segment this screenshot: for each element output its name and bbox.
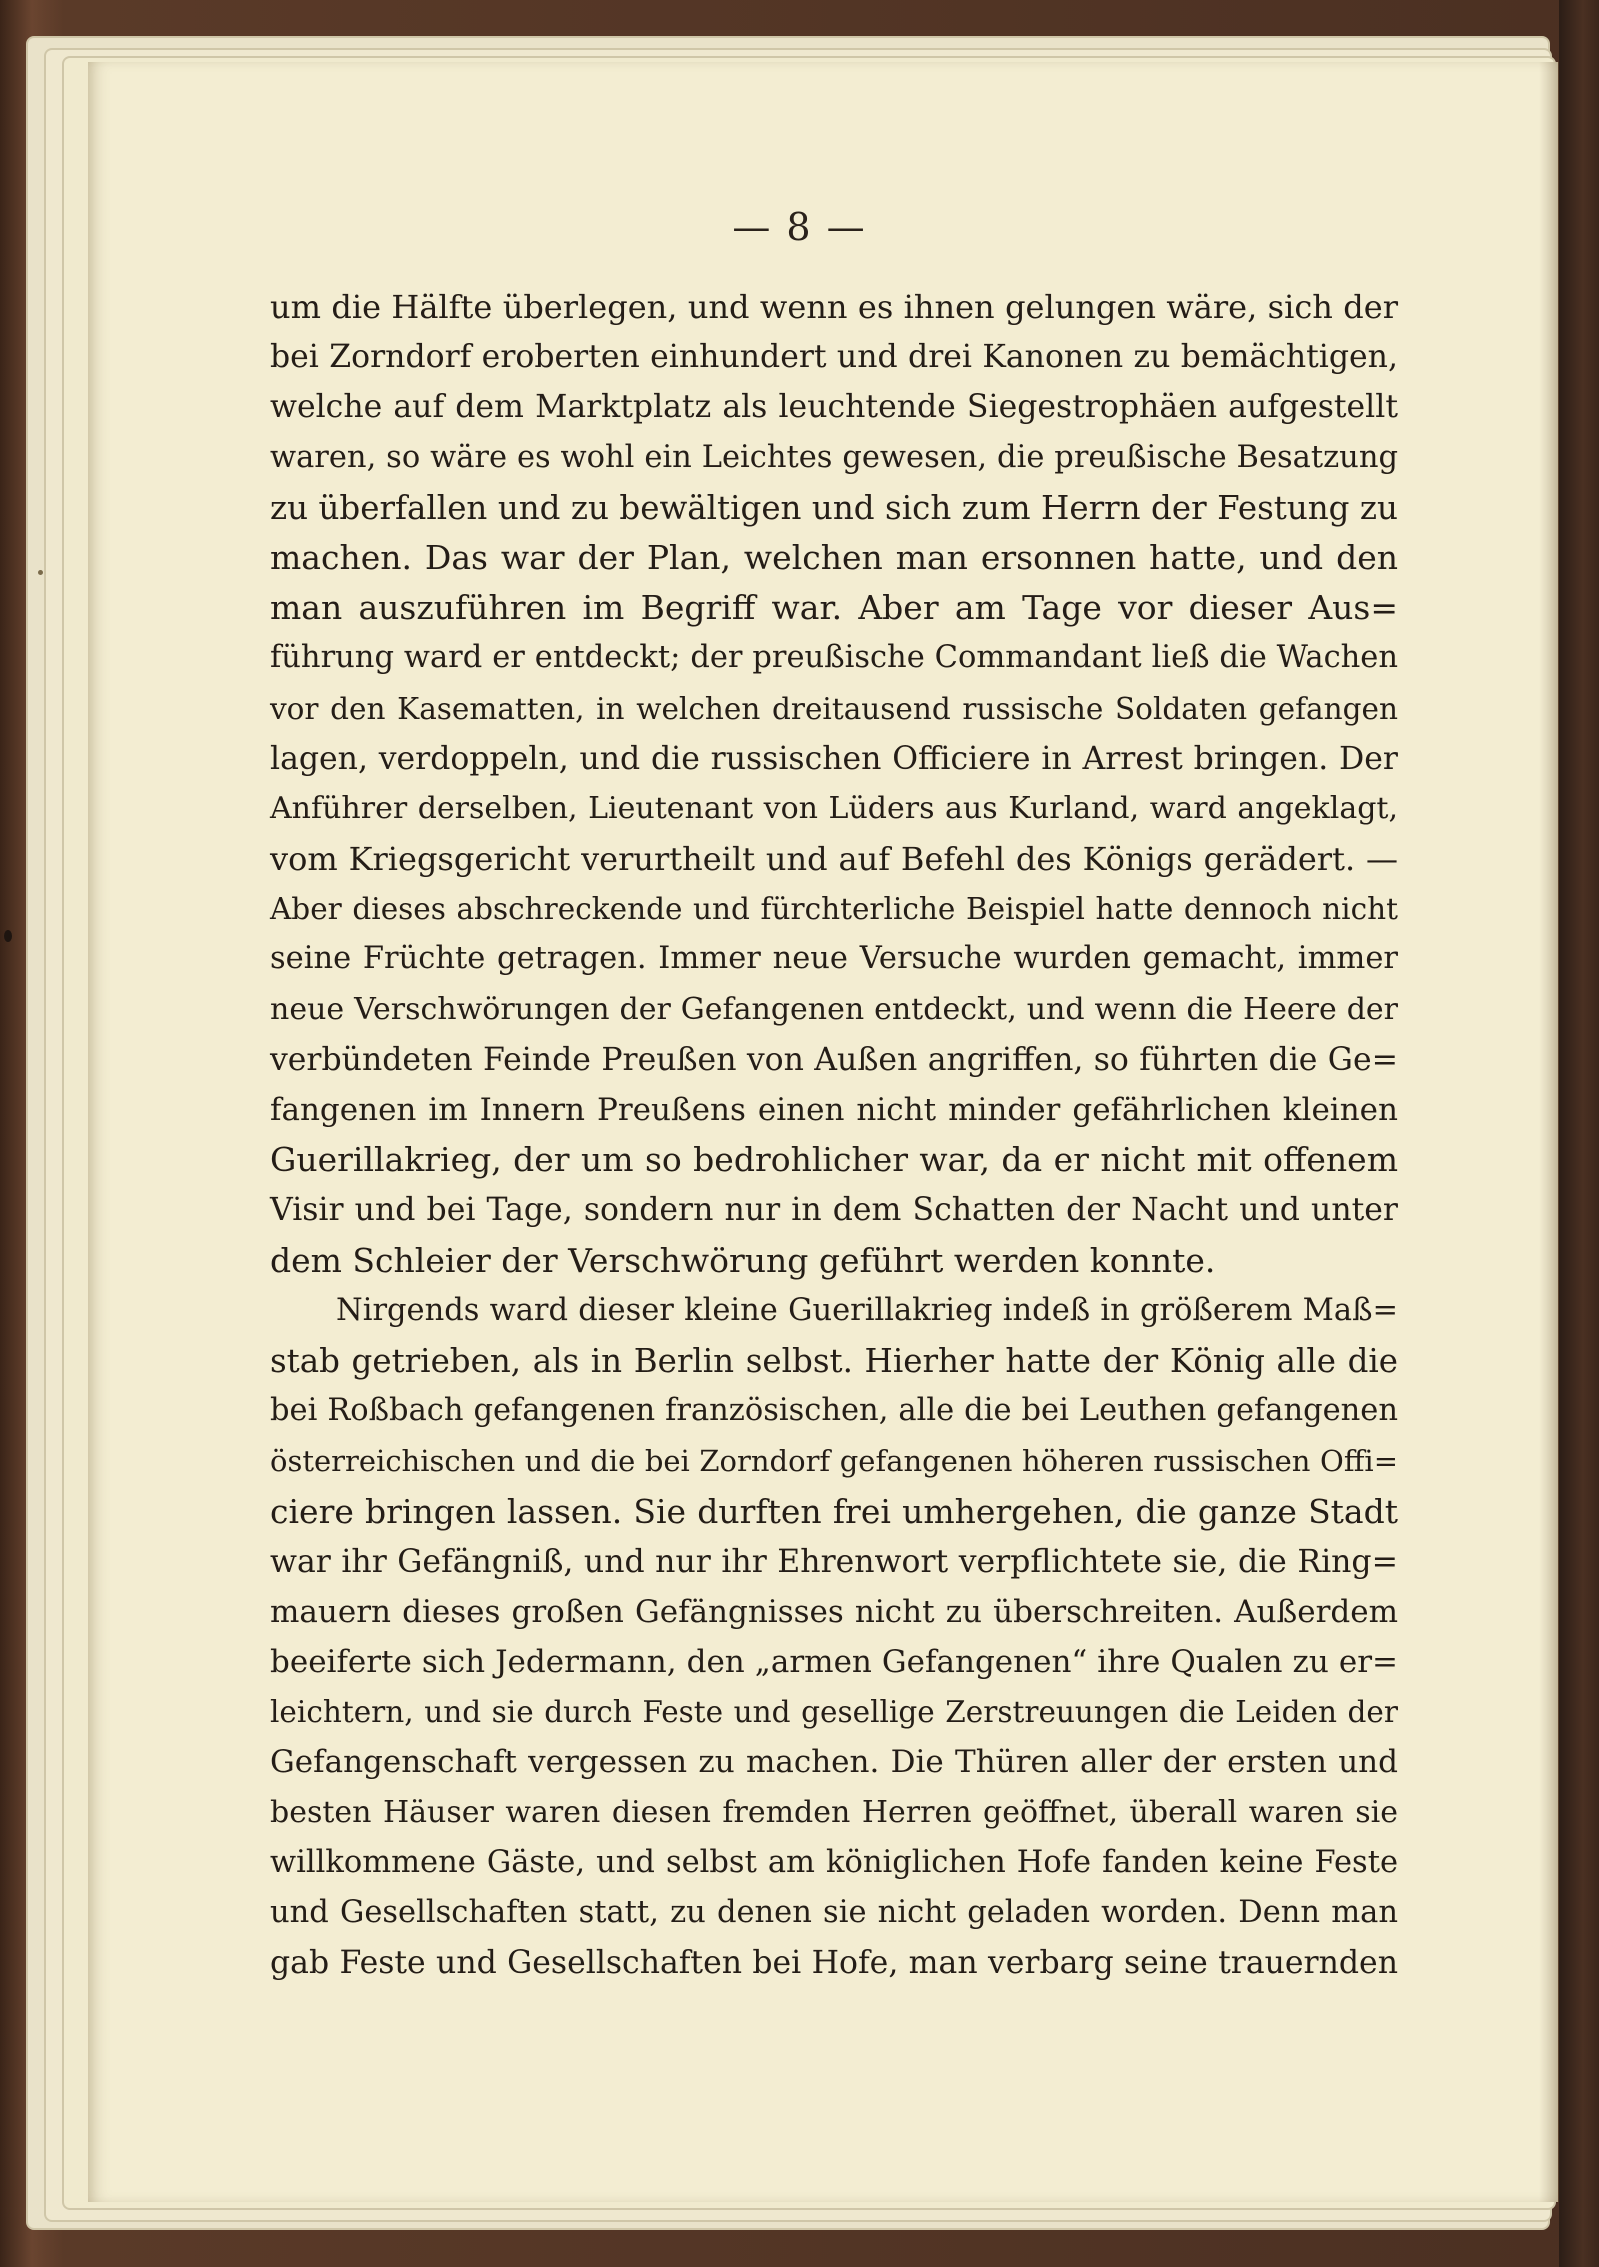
text-line: machen. Das war der Plan, welchen man ersonnen hatte, und den bbox=[270, 537, 1398, 577]
text-line: besten Häuser waren diesen fremden Herren geöffnet, überall waren sie bbox=[270, 1794, 1398, 1830]
page-gutter bbox=[1539, 62, 1559, 2202]
text-line: zu überfallen und zu bewältigen und sich zum Herrn der Festung zu bbox=[270, 488, 1398, 527]
text-line: führung ward er entdeckt; der preußische Commandant ließ die Wachen bbox=[270, 640, 1398, 676]
text-line: Aber dieses abschreckende und fürchterliche Beispiel hatte dennoch nicht bbox=[270, 892, 1398, 927]
text-line: beeiferte sich Jedermann, den „armen Gefangenen“ ihre Qualen zu er= bbox=[270, 1644, 1398, 1681]
page-number: — 8 — bbox=[732, 205, 867, 249]
text-line: leichtern, und sie durch Feste und gesellige Zerstreuungen die Leiden der bbox=[270, 1695, 1398, 1730]
body-text bbox=[270, 282, 1398, 1988]
text-line: verbündeten Feinde Preußen von Außen angriffen, so führten die Ge= bbox=[270, 1041, 1398, 1078]
text-line: österreichischen und die bei Zorndorf gefangenen höheren russischen Offi= bbox=[270, 1444, 1398, 1479]
text-line: vom Kriegsgericht verurtheilt und auf Befehl des Königs gerädert. — bbox=[270, 840, 1398, 879]
text-line: lagen, verdoppeln, und die russischen Officiere in Arrest bringen. Der bbox=[270, 740, 1398, 777]
text-line: und Gesellschaften statt, zu denen sie nicht geladen worden. Denn man bbox=[270, 1895, 1398, 1930]
text-line: vor den Kasematten, in welchen dreitausend russische Soldaten gefangen bbox=[270, 691, 1398, 726]
text-line: stab getrieben, als in Berlin selbst. Hierher hatte der König alle die bbox=[270, 1341, 1398, 1380]
text-line: dem Schleier der Verschwörung geführt werden konnte. bbox=[270, 1240, 1216, 1280]
text-line: mauern dieses großen Gefängnisses nicht zu überschreiten. Außerdem bbox=[270, 1593, 1398, 1630]
text-line: ciere bringen lassen. Sie durften frei umhergehen, die ganze Stadt bbox=[270, 1491, 1398, 1531]
paper-speck bbox=[38, 570, 43, 575]
text-line: Guerillakrieg, der um so bedrohlicher war, da er nicht mit offenem bbox=[270, 1140, 1398, 1180]
binding-mark bbox=[4, 930, 12, 942]
text-line: Gefangenschaft vergessen zu machen. Die Thüren aller der ersten und bbox=[270, 1744, 1398, 1781]
text-line: waren, so wäre es wohl ein Leichtes gewesen, die preußische Besatzung bbox=[270, 439, 1398, 475]
text-line: Anführer derselben, Lieutenant von Lüders aus Kurland, ward angeklagt, bbox=[270, 790, 1398, 826]
text-line: Visir und bei Tage, sondern nur in dem Schatten der Nacht und unter bbox=[270, 1192, 1398, 1229]
text-line: um die Hälfte überlegen, und wenn es ihnen gelungen wäre, sich der bbox=[270, 288, 1398, 326]
text-line: bei Zorndorf eroberten einhundert und drei Kanonen zu bemächtigen, bbox=[270, 339, 1398, 376]
text-line: fangenen im Innern Preußens einen nicht minder gefährlichen kleinen bbox=[270, 1092, 1398, 1128]
text-line: war ihr Gefängniß, und nur ihr Ehrenwort verpflichtete sie, die Ring= bbox=[270, 1543, 1398, 1580]
text-line: neue Verschwörungen der Gefangenen entdeckt, und wenn die Heere der bbox=[270, 991, 1398, 1027]
text-line: willkommene Gäste, und selbst am königlichen Hofe fanden keine Feste bbox=[270, 1844, 1398, 1880]
text-line: man auszuführen im Begriff war. Aber am Tage vor dieser Aus= bbox=[270, 588, 1398, 628]
book-spine-edge bbox=[1559, 0, 1599, 2267]
text-line: Nirgends ward dieser kleine Guerillakrieg indeß in größerem Maß= bbox=[336, 1292, 1398, 1328]
text-line: gab Feste und Gesellschaften bei Hofe, man verbarg seine trauernden bbox=[270, 1945, 1398, 1982]
text-line: seine Früchte getragen. Immer neue Versuche wurden gemacht, immer bbox=[270, 941, 1398, 977]
text-line: bei Roßbach gefangenen französischen, alle die bei Leuthen gefangenen bbox=[270, 1393, 1398, 1429]
text-line: welche auf dem Marktplatz als leuchtende Siegestrophäen aufgestellt bbox=[270, 389, 1398, 426]
